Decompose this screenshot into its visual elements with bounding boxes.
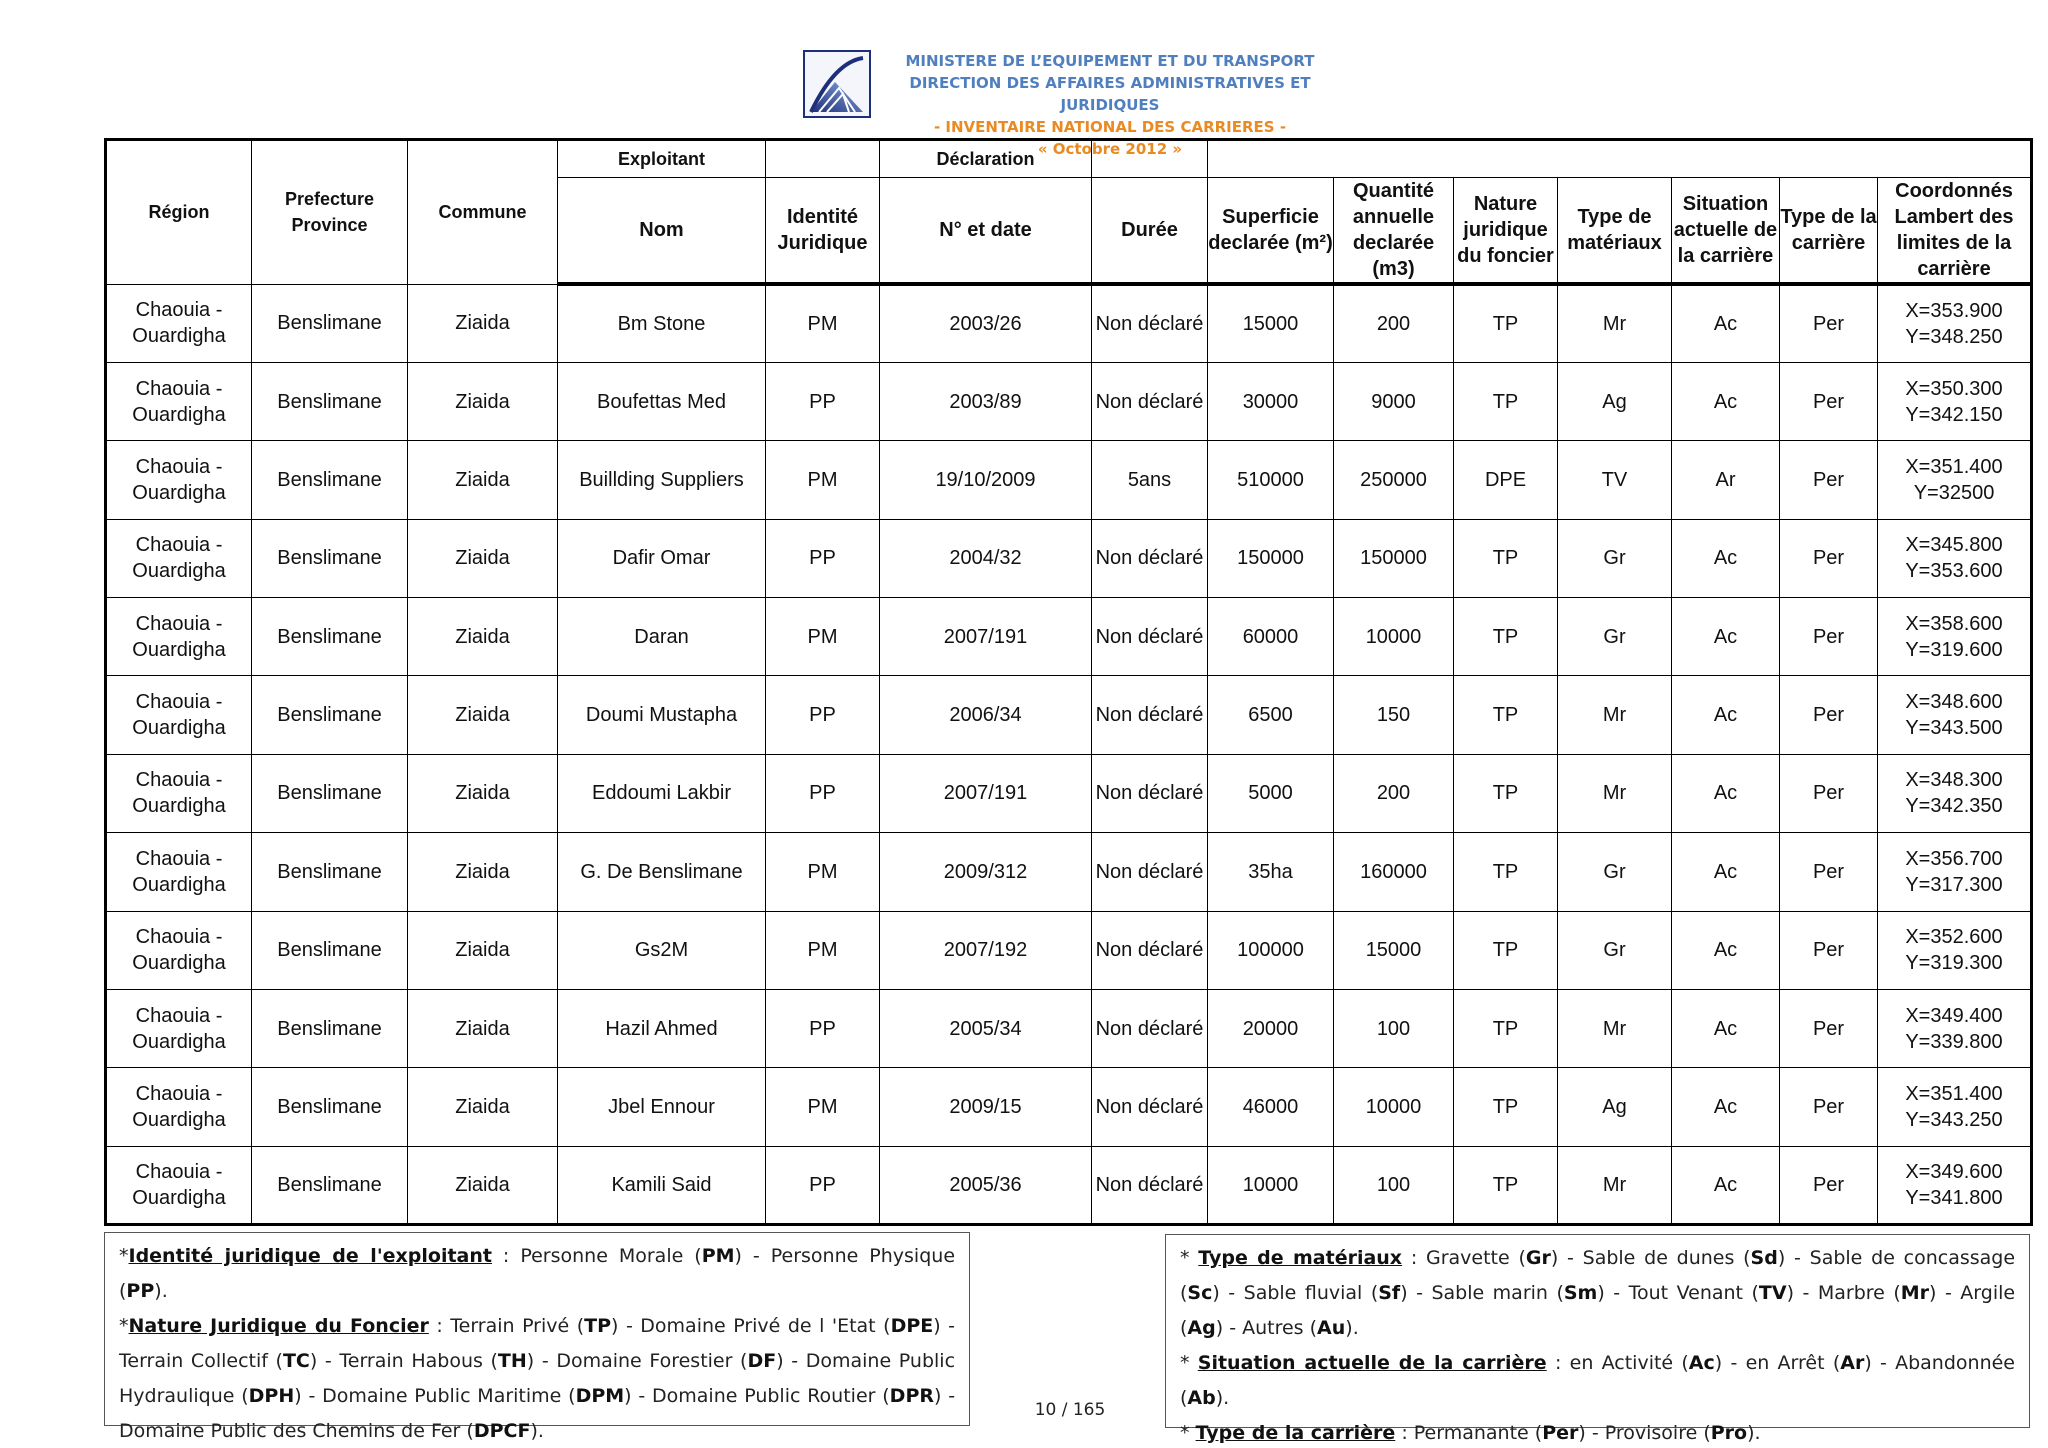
- legend-item-code: TC: [282, 1350, 310, 1372]
- document-header: [0, 0, 2048, 158]
- cell-type-carriere: Per: [1780, 519, 1878, 597]
- col-header-type-materiaux: Type de matériaux: [1558, 178, 1672, 285]
- cell-identite: PP: [766, 362, 880, 440]
- cell-region: Chaouia - Ouardigha: [106, 833, 252, 911]
- cell-identite: PP: [766, 754, 880, 832]
- header-date: « Octobre 2012 »: [1037, 140, 1183, 158]
- group-header-blank-1: [766, 140, 880, 178]
- cell-nature: TP: [1454, 284, 1558, 362]
- cell-prefecture: Benslimane: [252, 441, 408, 519]
- cell-superficie: 15000: [1208, 284, 1334, 362]
- cell-type-materiaux: Gr: [1558, 911, 1672, 989]
- cell-region: Chaouia - Ouardigha: [106, 598, 252, 676]
- cell-quantite: 150: [1334, 676, 1454, 754]
- cell-identite: PM: [766, 284, 880, 362]
- col-header-superficie: Superficie declarée (m²): [1208, 178, 1334, 285]
- cell-prefecture: Benslimane: [252, 362, 408, 440]
- legend-item-label: Domaine Public Hydraulique: [119, 1350, 956, 1407]
- table-row: [106, 833, 2032, 911]
- legend-item-label: Sable marin: [1431, 1282, 1548, 1304]
- cell-identite: PP: [766, 989, 880, 1067]
- ministry-logo-icon: [803, 50, 871, 118]
- cell-commune: Ziaida: [408, 362, 558, 440]
- cell-nature: TP: [1454, 598, 1558, 676]
- cell-commune: Ziaida: [408, 833, 558, 911]
- legend-item-code: TV: [1758, 1282, 1787, 1304]
- legend-item-label: Gravette: [1426, 1247, 1510, 1269]
- cell-numero-date: 2006/34: [880, 676, 1092, 754]
- legend-item-label: en Activité: [1569, 1352, 1674, 1374]
- cell-duree: Non déclaré: [1092, 989, 1208, 1067]
- cell-duree: Non déclaré: [1092, 754, 1208, 832]
- cell-type-carriere: Per: [1780, 362, 1878, 440]
- legend-materiaux: * Type de matériaux : Gravette (Gr) - Sable de dunes (Sd) - Sable de concassage (Sc) - Sable fluvial (Sf) - Sable marin (Sm) - Tout Venant (TV) - Marbre (Mr) - Argile (Ag) - Autres (Au).: [1180, 1247, 2016, 1339]
- coord-y: Y=339.800: [1905, 1030, 2003, 1053]
- cell-coordonnees: [1878, 441, 2032, 519]
- legend-type-title: Type de la carrière: [1195, 1422, 1396, 1444]
- col-header-nature: Nature juridique du foncier: [1454, 178, 1558, 285]
- cell-type-materiaux: Mr: [1558, 1146, 1672, 1224]
- cell-prefecture: Benslimane: [252, 989, 408, 1067]
- cell-coordonnees: [1878, 519, 2032, 597]
- legend-juridique: [104, 1232, 970, 1442]
- cell-nom: Hazil Ahmed: [558, 989, 766, 1067]
- legend-item-label: Terrain Collectif: [119, 1350, 268, 1372]
- legend-item-code: Au: [1317, 1317, 1346, 1339]
- cell-quantite: 250000: [1334, 441, 1454, 519]
- table-row: [106, 362, 2032, 440]
- cell-coordonnees: [1878, 362, 2032, 440]
- legend-item-code: Ar: [1840, 1352, 1865, 1374]
- cell-numero-date: 2007/192: [880, 911, 1092, 989]
- quarry-inventory-table: [104, 138, 2033, 1226]
- legend-item-code: Per: [1542, 1422, 1579, 1444]
- cell-commune: Ziaida: [408, 1068, 558, 1146]
- coord-y: Y=319.300: [1905, 952, 2003, 975]
- cell-region: Chaouia - Ouardigha: [106, 284, 252, 362]
- cell-commune: Ziaida: [408, 441, 558, 519]
- cell-nature: TP: [1454, 989, 1558, 1067]
- legend-item-code: DPE: [890, 1315, 934, 1337]
- cell-numero-date: 2009/15: [880, 1068, 1092, 1146]
- legend-item-code: Sd: [1750, 1247, 1778, 1269]
- cell-numero-date: 2005/36: [880, 1146, 1092, 1224]
- cell-coordonnees: [1878, 1146, 2032, 1224]
- cell-prefecture: Benslimane: [252, 833, 408, 911]
- cell-quantite: 200: [1334, 284, 1454, 362]
- cell-type-materiaux: Mr: [1558, 676, 1672, 754]
- cell-type-carriere: Per: [1780, 1146, 1878, 1224]
- cell-region: Chaouia - Ouardigha: [106, 1068, 252, 1146]
- legend-item-label: Marbre: [1817, 1282, 1885, 1304]
- cell-prefecture: Benslimane: [252, 676, 408, 754]
- cell-numero-date: 2004/32: [880, 519, 1092, 597]
- legend-item-code: DF: [747, 1350, 777, 1372]
- cell-superficie: 510000: [1208, 441, 1334, 519]
- cell-situation: Ac: [1672, 989, 1780, 1067]
- cell-duree: Non déclaré: [1092, 284, 1208, 362]
- legend-item-code: Sc: [1187, 1282, 1213, 1304]
- cell-situation: Ar: [1672, 441, 1780, 519]
- cell-superficie: 10000: [1208, 1146, 1334, 1224]
- legend-item-label: Argile: [1960, 1282, 2016, 1304]
- legend-item-code: DPM: [575, 1385, 625, 1407]
- cell-region: Chaouia - Ouardigha: [106, 362, 252, 440]
- cell-identite: PP: [766, 1146, 880, 1224]
- cell-coordonnees: [1878, 911, 2032, 989]
- col-header-nom: Nom: [558, 178, 766, 285]
- table-row: [106, 989, 2032, 1067]
- table-row: [106, 519, 2032, 597]
- cell-situation: Ac: [1672, 1146, 1780, 1224]
- cell-commune: Ziaida: [408, 1146, 558, 1224]
- cell-nature: DPE: [1454, 441, 1558, 519]
- legend-item-label: en Arrêt: [1745, 1352, 1825, 1374]
- header-ministry: MINISTERE DE L’EQUIPEMENT ET DU TRANSPORT: [905, 52, 1315, 70]
- col-header-coordonnees: Coordonnés Lambert des limites de la carrière: [1878, 178, 2032, 285]
- legend-item-code: Ag: [1187, 1317, 1216, 1339]
- cell-identite: PM: [766, 598, 880, 676]
- cell-coordonnees: [1878, 754, 2032, 832]
- cell-numero-date: 2007/191: [880, 754, 1092, 832]
- cell-nom: G. De Benslimane: [558, 833, 766, 911]
- cell-superficie: 6500: [1208, 676, 1334, 754]
- cell-region: Chaouia - Ouardigha: [106, 911, 252, 989]
- group-header-blank-2: [1092, 140, 1208, 178]
- cell-superficie: 5000: [1208, 754, 1334, 832]
- legend-item-code: Ab: [1187, 1387, 1216, 1409]
- header-direction: DIRECTION DES AFFAIRES ADMINISTRATIVES ET JURIDIQUES: [909, 74, 1311, 114]
- cell-type-materiaux: Mr: [1558, 284, 1672, 362]
- legend-item-label: Domaine Privé de l 'Etat: [640, 1315, 876, 1337]
- cell-type-carriere: Per: [1780, 1068, 1878, 1146]
- table-row: [106, 441, 2032, 519]
- legend-item-label: Domaine Forestier: [556, 1350, 733, 1372]
- cell-duree: Non déclaré: [1092, 676, 1208, 754]
- cell-situation: Ac: [1672, 284, 1780, 362]
- coord-x: X=352.600: [1905, 926, 2003, 949]
- cell-region: Chaouia - Ouardigha: [106, 676, 252, 754]
- cell-type-materiaux: Ag: [1558, 362, 1672, 440]
- cell-numero-date: 2005/34: [880, 989, 1092, 1067]
- cell-coordonnees: [1878, 1068, 2032, 1146]
- cell-commune: Ziaida: [408, 598, 558, 676]
- cell-quantite: 150000: [1334, 519, 1454, 597]
- legend-item-code: DPR: [889, 1385, 934, 1407]
- coord-x: X=358.600: [1905, 612, 2003, 635]
- legend-item-code: Ac: [1688, 1352, 1715, 1374]
- cell-prefecture: Benslimane: [252, 284, 408, 362]
- cell-numero-date: 2003/26: [880, 284, 1092, 362]
- cell-nom: Doumi Mustapha: [558, 676, 766, 754]
- legend-situation-title: Situation actuelle de la carrière: [1197, 1352, 1547, 1374]
- cell-type-carriere: Per: [1780, 911, 1878, 989]
- cell-superficie: 46000: [1208, 1068, 1334, 1146]
- cell-nature: TP: [1454, 362, 1558, 440]
- cell-numero-date: 19/10/2009: [880, 441, 1092, 519]
- legend-item-label: Sable de concassage: [1809, 1247, 2016, 1269]
- cell-numero-date: 2007/191: [880, 598, 1092, 676]
- cell-numero-date: 2003/89: [880, 362, 1092, 440]
- cell-type-carriere: Per: [1780, 441, 1878, 519]
- cell-superficie: 60000: [1208, 598, 1334, 676]
- cell-type-carriere: Per: [1780, 598, 1878, 676]
- coord-y: Y=343.250: [1905, 1108, 2003, 1131]
- coord-x: X=350.300: [1905, 377, 2003, 400]
- legend-item-code: Sf: [1378, 1282, 1401, 1304]
- group-header-exploitant: Exploitant: [558, 140, 766, 178]
- cell-prefecture: Benslimane: [252, 1146, 408, 1224]
- cell-coordonnees: [1878, 989, 2032, 1067]
- cell-type-materiaux: Gr: [1558, 598, 1672, 676]
- col-header-numero-date: N° et date: [880, 178, 1092, 285]
- cell-commune: Ziaida: [408, 911, 558, 989]
- group-header-declaration: Déclaration: [880, 140, 1092, 178]
- col-header-identite: Identité Juridique: [766, 178, 880, 285]
- legend-item-code: Pro: [1710, 1422, 1748, 1444]
- cell-identite: PM: [766, 1068, 880, 1146]
- cell-nom: Jbel Ennour: [558, 1068, 766, 1146]
- cell-situation: Ac: [1672, 1068, 1780, 1146]
- cell-coordonnees: [1878, 833, 2032, 911]
- legend-item-code: PP: [126, 1280, 155, 1302]
- table-row: [106, 1068, 2032, 1146]
- cell-numero-date: 2009/312: [880, 833, 1092, 911]
- cell-type-carriere: Per: [1780, 754, 1878, 832]
- coord-y: Y=353.600: [1905, 560, 2003, 583]
- cell-nature: TP: [1454, 676, 1558, 754]
- table-row: [106, 754, 2032, 832]
- cell-type-materiaux: Mr: [1558, 754, 1672, 832]
- cell-nature: TP: [1454, 1068, 1558, 1146]
- coord-y: Y=343.500: [1905, 717, 2003, 740]
- cell-commune: Ziaida: [408, 284, 558, 362]
- legend-item-label: Domaine Public Routier: [652, 1385, 876, 1407]
- legend-nature-title: Nature Juridique du Foncier: [128, 1315, 429, 1337]
- cell-quantite: 100: [1334, 989, 1454, 1067]
- legend-type: * Type de la carrière : Permanante (Per) - Provisoire (Pro).: [1180, 1422, 1761, 1444]
- legend-item-code: TH: [497, 1350, 527, 1372]
- header-inventory: - INVENTAIRE NATIONAL DES CARRIERES -: [933, 118, 1287, 136]
- cell-commune: Ziaida: [408, 754, 558, 832]
- cell-identite: PM: [766, 441, 880, 519]
- cell-nom: Boufettas Med: [558, 362, 766, 440]
- cell-duree: Non déclaré: [1092, 519, 1208, 597]
- cell-nom: Kamili Said: [558, 1146, 766, 1224]
- cell-type-carriere: Per: [1780, 989, 1878, 1067]
- header-group-row: [106, 140, 2032, 178]
- cell-superficie: 20000: [1208, 989, 1334, 1067]
- col-header-type-carriere: Type de la carrière: [1780, 178, 1878, 285]
- cell-coordonnees: [1878, 676, 2032, 754]
- coord-x: X=345.800: [1905, 534, 2003, 557]
- legend-identite-title: Identité juridique de l'exploitant: [128, 1245, 492, 1267]
- cell-identite: PP: [766, 676, 880, 754]
- coord-x: X=351.400: [1905, 455, 2003, 478]
- legend-item-code: Gr: [1525, 1247, 1551, 1269]
- cell-nom: Eddoumi Lakbir: [558, 754, 766, 832]
- table-row: [106, 1146, 2032, 1224]
- cell-nom: Buillding Suppliers: [558, 441, 766, 519]
- cell-superficie: 150000: [1208, 519, 1334, 597]
- table-row: [106, 598, 2032, 676]
- coord-y: Y=317.300: [1905, 873, 2003, 896]
- col-header-situation: Situation actuelle de la carrière: [1672, 178, 1780, 285]
- legend-item-label: Sable de dunes: [1582, 1247, 1735, 1269]
- legend-nature: *Nature Juridique du Foncier : Terrain Privé (TP) - Domaine Privé de l 'Etat (DPE) - Terrain Collectif (TC) - Terrain Habous (TH) - Domaine Forestier (DF) - Domaine Public Hydraulique (DPH) - Domaine Public Maritime (DPM) - Domaine Public Routier (DPR) - Domaine Public des Chemins de Fer (DPCF).: [119, 1315, 956, 1442]
- cell-coordonnees: [1878, 284, 2032, 362]
- cell-duree: Non déclaré: [1092, 833, 1208, 911]
- cell-situation: Ac: [1672, 362, 1780, 440]
- coord-x: X=349.400: [1905, 1004, 2003, 1027]
- coord-y: Y=342.350: [1905, 795, 2003, 818]
- cell-situation: Ac: [1672, 833, 1780, 911]
- coord-x: X=351.400: [1905, 1082, 2003, 1105]
- cell-situation: Ac: [1672, 598, 1780, 676]
- legend-item-label: Tout Venant: [1628, 1282, 1743, 1304]
- cell-coordonnees: [1878, 598, 2032, 676]
- cell-nom: Gs2M: [558, 911, 766, 989]
- coord-x: X=356.700: [1905, 847, 2003, 870]
- cell-prefecture: Benslimane: [252, 598, 408, 676]
- cell-prefecture: Benslimane: [252, 911, 408, 989]
- cell-region: Chaouia - Ouardigha: [106, 989, 252, 1067]
- cell-nom: Dafir Omar: [558, 519, 766, 597]
- legend-item-label: Abandonnée: [1895, 1352, 2016, 1374]
- legend-item-label: Provisoire: [1604, 1422, 1698, 1444]
- table-row: [106, 911, 2032, 989]
- cell-type-carriere: Per: [1780, 833, 1878, 911]
- cell-nature: TP: [1454, 1146, 1558, 1224]
- cell-duree: Non déclaré: [1092, 1146, 1208, 1224]
- legend-item-code: DPH: [248, 1385, 295, 1407]
- legend-materiaux-title: Type de matériaux: [1198, 1247, 1403, 1269]
- coord-y: Y=348.250: [1905, 325, 2003, 348]
- col-header-commune: Commune: [408, 140, 558, 285]
- legend-carriere: [1165, 1234, 2030, 1444]
- cell-duree: Non déclaré: [1092, 598, 1208, 676]
- cell-superficie: 100000: [1208, 911, 1334, 989]
- cell-identite: PP: [766, 519, 880, 597]
- coord-y: Y=32500: [1913, 481, 1995, 504]
- cell-quantite: 10000: [1334, 598, 1454, 676]
- cell-identite: PM: [766, 833, 880, 911]
- cell-type-materiaux: Ag: [1558, 1068, 1672, 1146]
- coord-y: Y=341.800: [1905, 1186, 2003, 1209]
- legend-item-code: PM: [701, 1245, 735, 1267]
- legend-item-label: Permanante: [1413, 1422, 1529, 1444]
- cell-type-materiaux: Gr: [1558, 833, 1672, 911]
- cell-prefecture: Benslimane: [252, 519, 408, 597]
- cell-quantite: 200: [1334, 754, 1454, 832]
- cell-duree: Non déclaré: [1092, 1068, 1208, 1146]
- cell-situation: Ac: [1672, 754, 1780, 832]
- cell-nature: TP: [1454, 754, 1558, 832]
- legend-identite: *Identité juridique de l'exploitant : Personne Morale (PM) - Personne Physique (PP).: [119, 1245, 956, 1302]
- legend-situation: * Situation actuelle de la carrière : en Activité (Ac) - en Arrêt (Ar) - Abandonnée (Ab).: [1180, 1352, 2016, 1409]
- col-header-region: Région: [106, 140, 252, 285]
- cell-superficie: 35ha: [1208, 833, 1334, 911]
- cell-commune: Ziaida: [408, 676, 558, 754]
- cell-commune: Ziaida: [408, 989, 558, 1067]
- col-header-duree: Durée: [1092, 178, 1208, 285]
- legend-item-label: Personne Physique: [770, 1245, 956, 1267]
- cell-type-materiaux: TV: [1558, 441, 1672, 519]
- coord-x: X=348.600: [1905, 691, 2003, 714]
- cell-quantite: 15000: [1334, 911, 1454, 989]
- coord-x: X=353.900: [1905, 299, 2003, 322]
- coord-y: Y=342.150: [1905, 403, 2003, 426]
- cell-type-carriere: Per: [1780, 284, 1878, 362]
- cell-quantite: 160000: [1334, 833, 1454, 911]
- cell-type-carriere: Per: [1780, 676, 1878, 754]
- cell-nom: Bm Stone: [558, 284, 766, 362]
- cell-duree: Non déclaré: [1092, 362, 1208, 440]
- group-header-blank-3: [1208, 140, 2032, 178]
- cell-region: Chaouia - Ouardigha: [106, 754, 252, 832]
- cell-nom: Daran: [558, 598, 766, 676]
- cell-prefecture: Benslimane: [252, 754, 408, 832]
- cell-superficie: 30000: [1208, 362, 1334, 440]
- cell-nature: TP: [1454, 833, 1558, 911]
- cell-region: Chaouia - Ouardigha: [106, 519, 252, 597]
- cell-type-materiaux: Mr: [1558, 989, 1672, 1067]
- cell-type-materiaux: Gr: [1558, 519, 1672, 597]
- legend-item-code: DPCF: [473, 1420, 531, 1442]
- cell-situation: Ac: [1672, 676, 1780, 754]
- cell-situation: Ac: [1672, 519, 1780, 597]
- cell-commune: Ziaida: [408, 519, 558, 597]
- legend-item-code: Mr: [1900, 1282, 1930, 1304]
- legend-item-label: Domaine Public des Chemins de Fer: [119, 1420, 461, 1442]
- cell-duree: Non déclaré: [1092, 911, 1208, 989]
- coord-x: X=348.300: [1905, 769, 2003, 792]
- cell-quantite: 9000: [1334, 362, 1454, 440]
- legend-item-label: Autres: [1242, 1317, 1304, 1339]
- legend-item-label: Terrain Habous: [339, 1350, 483, 1372]
- legend-item-label: Personne Morale: [520, 1245, 684, 1267]
- legend-item-label: Domaine Public Maritime: [322, 1385, 562, 1407]
- table-row: [106, 676, 2032, 754]
- legend-item-code: TP: [584, 1315, 612, 1337]
- cell-region: Chaouia - Ouardigha: [106, 1146, 252, 1224]
- cell-identite: PM: [766, 911, 880, 989]
- table-body: [106, 284, 2032, 1225]
- cell-quantite: 100: [1334, 1146, 1454, 1224]
- legend-item-label: Terrain Privé: [450, 1315, 570, 1337]
- coord-y: Y=319.600: [1905, 638, 2003, 661]
- col-header-quantite: Quantité annuelle declarée (m3): [1334, 178, 1454, 285]
- coord-x: X=349.600: [1905, 1160, 2003, 1183]
- cell-nature: TP: [1454, 911, 1558, 989]
- page-number: 10 / 165: [1034, 1400, 1106, 1420]
- cell-region: Chaouia - Ouardigha: [106, 441, 252, 519]
- cell-quantite: 10000: [1334, 1068, 1454, 1146]
- cell-duree: 5ans: [1092, 441, 1208, 519]
- col-header-prefecture: Prefecture Province: [252, 140, 408, 285]
- cell-situation: Ac: [1672, 911, 1780, 989]
- legend-item-label: Sable fluvial: [1243, 1282, 1363, 1304]
- cell-prefecture: Benslimane: [252, 1068, 408, 1146]
- table-row: [106, 284, 2032, 362]
- cell-nature: TP: [1454, 519, 1558, 597]
- legend-item-code: Sm: [1563, 1282, 1598, 1304]
